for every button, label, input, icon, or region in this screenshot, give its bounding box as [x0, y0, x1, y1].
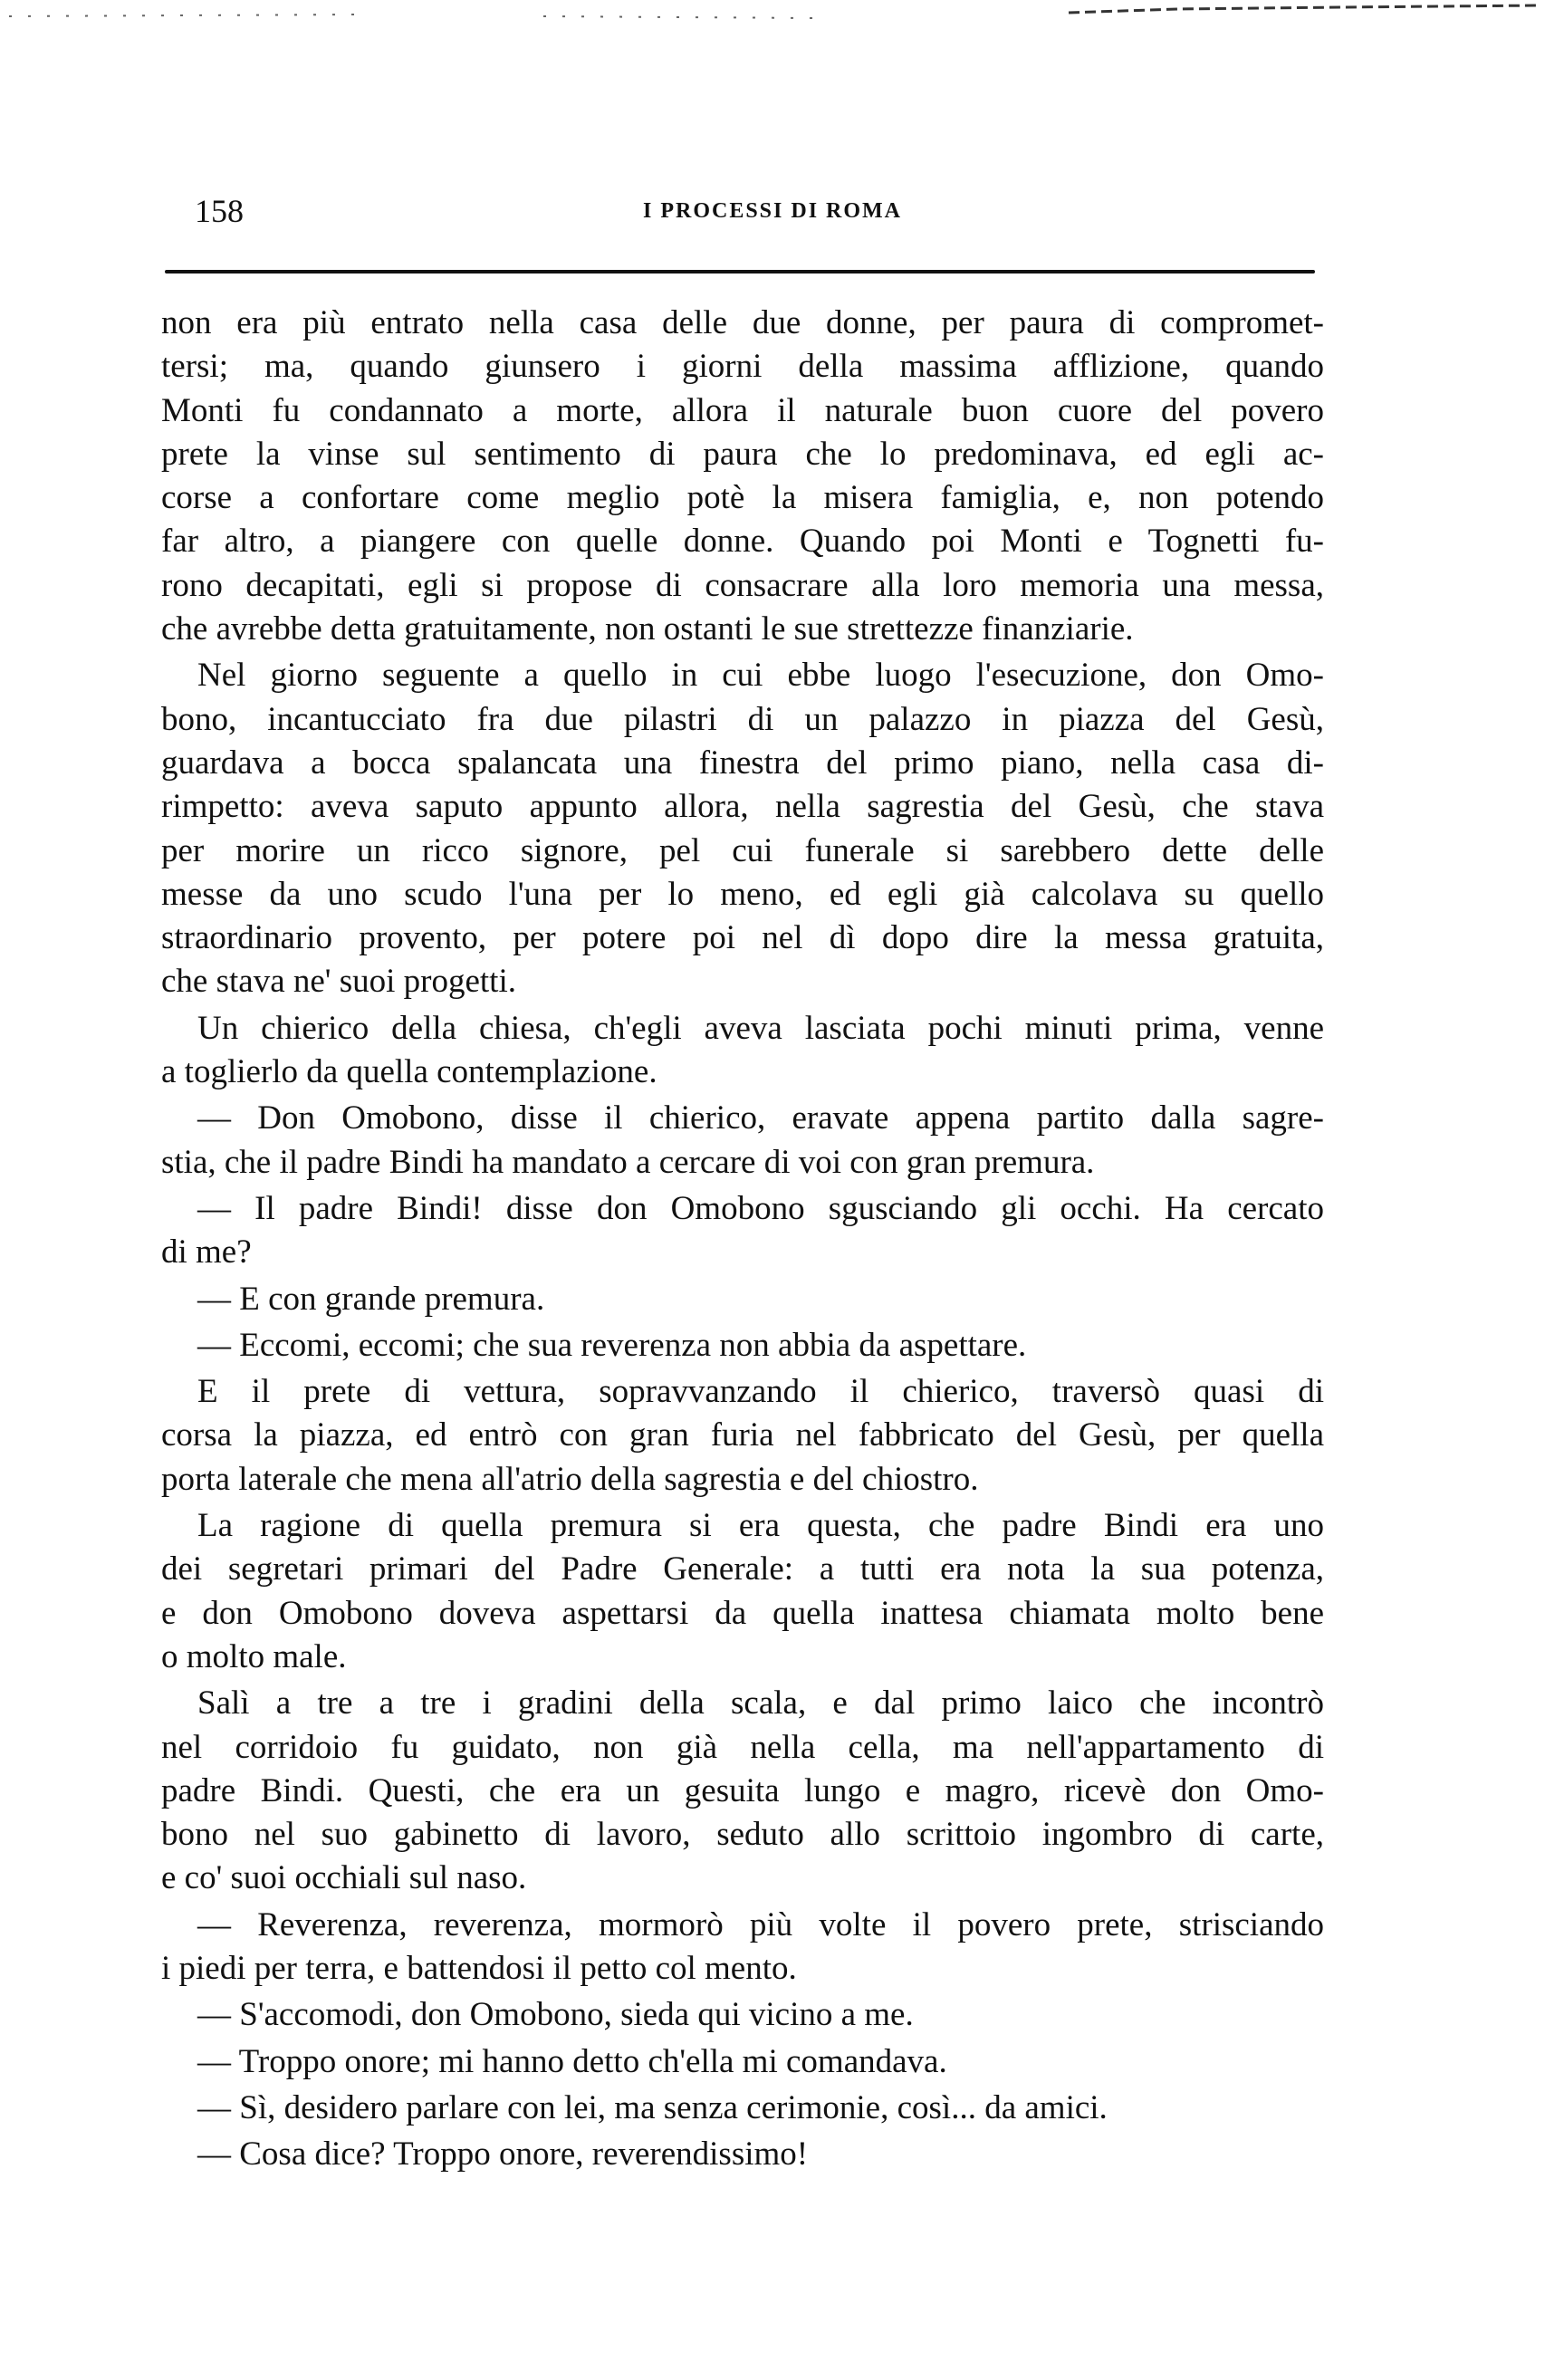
text-line: rimpetto: aveva saputo appunto allora, nella sagrestia del Gesù, che stava	[161, 788, 1324, 826]
text-line: — Don Omobono, disse il chierico, eravate appena partito dalla sagre-	[197, 1099, 1324, 1137]
text-line: padre Bindi. Questi, che era un gesuita lungo e magro, ricevè don Omo-	[161, 1771, 1324, 1809]
paragraph	[161, 1904, 1324, 1991]
text-line: — Eccomi, eccomi; che sua reverenza non abbia da aspettare.	[197, 1326, 1027, 1364]
running-title: I PROCESSI DI ROMA	[642, 199, 903, 223]
text-line: bono, incantucciato fra due pilastri di un palazzo in piazza del Gesù,	[161, 700, 1324, 738]
paragraph	[161, 2133, 1324, 2176]
text-line: stia, che il padre Bindi ha mandato a cercare di voi con gran premura.	[161, 1143, 1095, 1181]
text-line: non era più entrato nella casa delle due donne, per paura di compromet-	[161, 304, 1324, 341]
text-line: — Reverenza, reverenza, mormorò più volte il povero prete, strisciando	[197, 1905, 1324, 1943]
header-rule	[165, 270, 1315, 274]
paragraph	[161, 1097, 1324, 1185]
text-line: bono nel suo gabinetto di lavoro, seduto allo scrittoio ingombro di carte,	[161, 1816, 1324, 1854]
text-line: prete la vinse sul sentimento di paura che lo predominava, ed egli ac-	[161, 435, 1324, 473]
paragraph	[161, 1993, 1324, 2037]
text-line: Monti fu condannato a morte, allora il naturale buon cuore del povero	[161, 391, 1324, 429]
text-line: — Troppo onore; mi hanno detto ch'ella mi comandava.	[197, 2042, 947, 2080]
text-line: — Sì, desidero parlare con lei, ma senza cerimonie, così... da amici.	[197, 2088, 1108, 2126]
paragraph	[161, 2087, 1324, 2130]
paragraph	[161, 1187, 1324, 1275]
text-line: che stava ne' suoi progetti.	[161, 963, 516, 1001]
paragraph	[161, 654, 1324, 1003]
paragraph	[161, 1278, 1324, 1321]
text-line: Un chierico della chiesa, ch'egli aveva lasciata pochi minuti prima, venne	[197, 1009, 1324, 1047]
text-line: — Cosa dice? Troppo onore, reverendissimo!	[197, 2135, 809, 2174]
text-line: per morire un ricco signore, pel cui funerale si sarebbero dette delle	[161, 831, 1324, 869]
text-line: guardava a bocca spalancata una finestra del primo piano, nella casa di-	[161, 744, 1324, 782]
text-line: o molto male.	[161, 1637, 347, 1675]
text-line: — Il padre Bindi! disse don Omobono sgusciando gli occhi. Ha cercato	[197, 1189, 1324, 1227]
scan-edge-noise	[0, 0, 1545, 36]
text-line: corsa la piazza, ed entrò con gran furia nel fabbricato del Gesù, per quella	[161, 1416, 1324, 1454]
paragraph	[161, 1504, 1324, 1679]
text-line: Salì a tre a tre i gradini della scala, e dal primo laico che incontrò	[197, 1684, 1324, 1723]
text-line: che avrebbe detta gratuitamente, non ostanti le sue strettezze finanziarie.	[161, 610, 1134, 648]
text-line: messe da uno scudo l'una per lo meno, ed egli già calcolava su quello	[161, 875, 1324, 913]
text-line: straordinario provento, per potere poi nel dì dopo dire la messa gratuita,	[161, 919, 1324, 957]
text-line: Nel giorno seguente a quello in cui ebbe luogo l'esecuzione, don Omo-	[197, 657, 1324, 695]
text-line: tersi; ma, quando giunsero i giorni della massima afflizione, quando	[161, 348, 1324, 386]
paragraph	[161, 1324, 1324, 1368]
text-line: nel corridoio fu guidato, non già nella cella, ma nell'appartamento di	[161, 1728, 1324, 1766]
page-number: 158	[195, 193, 244, 229]
text-line: i piedi per terra, e battendosi il petto col mento.	[161, 1949, 797, 1987]
text-line: porta laterale che mena all'atrio della sagrestia e del chiostro.	[161, 1460, 979, 1498]
text-line: — S'accomodi, don Omobono, sieda qui vicino a me.	[197, 1996, 914, 2034]
text-line: corse a confortare come meglio potè la misera famiglia, e, non potendo	[161, 479, 1324, 517]
text-line: — E con grande premura.	[197, 1280, 545, 1318]
text-line: La ragione di quella premura si era questa, che padre Bindi era uno	[197, 1507, 1324, 1545]
text-line: dei segretari primari del Padre Generale: a tutti era nota la sua potenza,	[161, 1550, 1324, 1588]
text-line: rono decapitati, egli si propose di consacrare alla loro memoria una messa,	[161, 566, 1324, 604]
body-text	[161, 299, 1324, 2176]
text-line: far altro, a piangere con quelle donne. Quando poi Monti e Tognetti fu-	[161, 523, 1324, 561]
text-line: e co' suoi occhiali sul naso.	[161, 1859, 527, 1897]
text-line: E il prete di vettura, sopravvanzando il chierico, traversò quasi di	[197, 1373, 1324, 1411]
text-line: a toglierlo da quella contemplazione.	[161, 1053, 657, 1091]
text-line: e don Omobono doveva aspettarsi da quella inattesa chiamata molto bene	[161, 1594, 1324, 1632]
paragraph	[161, 2040, 1324, 2084]
paragraph	[161, 1682, 1324, 1900]
paragraph	[161, 1007, 1324, 1095]
paragraph	[161, 1370, 1324, 1502]
text-line: di me?	[161, 1233, 252, 1272]
paragraph	[161, 302, 1324, 651]
